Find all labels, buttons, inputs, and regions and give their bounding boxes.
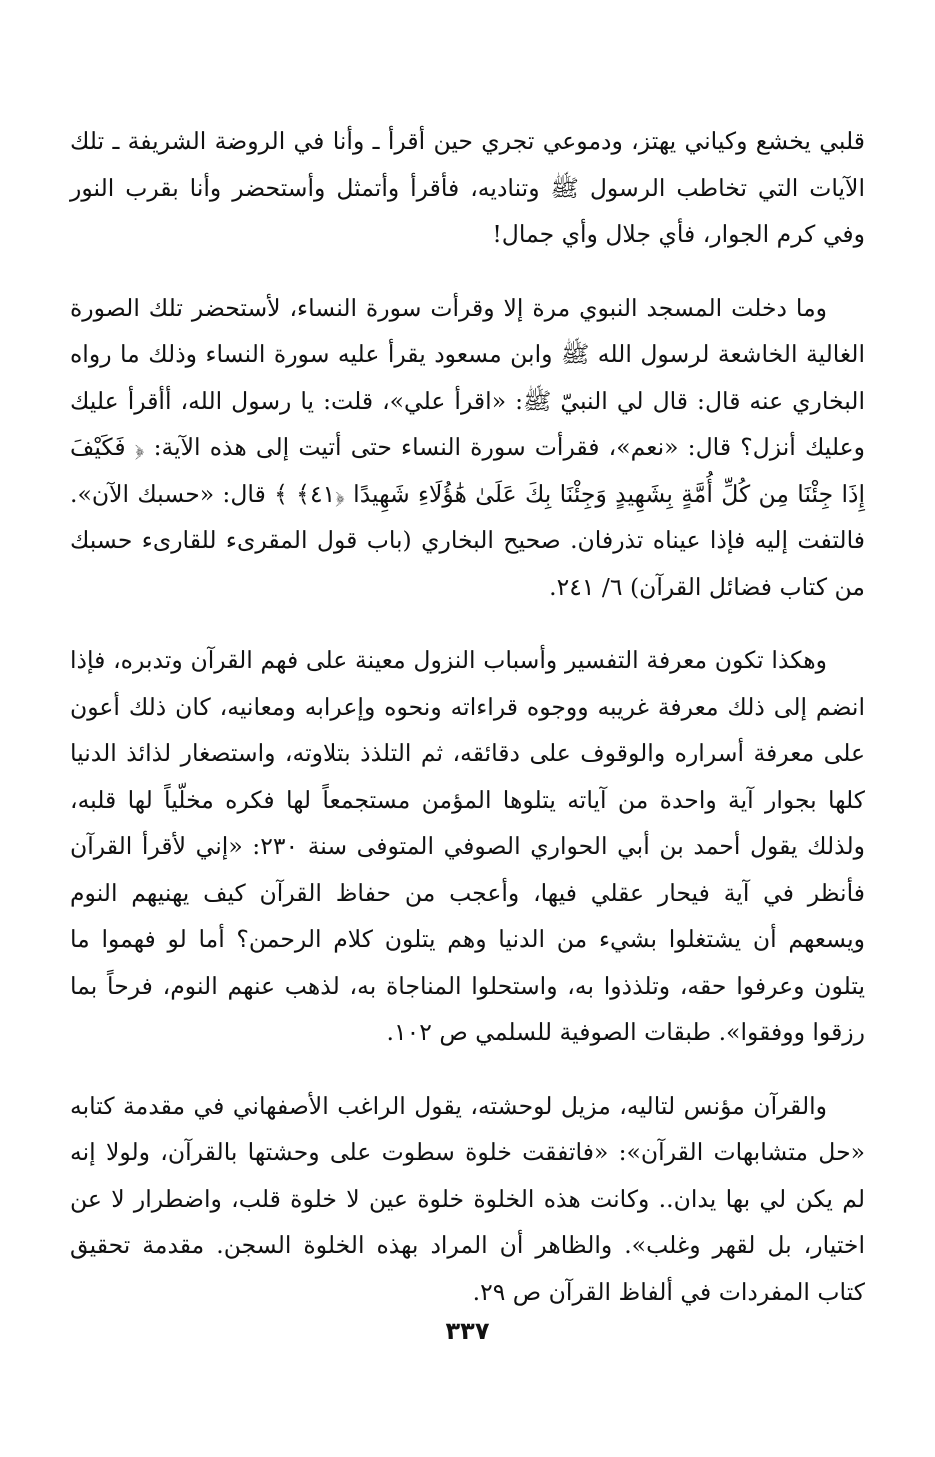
page-body — [70, 118, 865, 1378]
paragraph-3: وهكذا تكون معرفة التفسير وأسباب النزول معينة على فهم القرآن وتدبره، فإذا انضم إلى ذلك معرفة غريبه ووجوه قراءاته ونحوه وإعرابه ومعانيه، كان ذلك أعون على معرفة أسراره والوقوف على دقائقه، ثم التلذذ بتلاوته، واستصغار لذائذ الدنيا كلها بجوار آية واحدة من آياته يتلوها المؤمن مستجمعاً لها فكره مخلّياً لها قلبه، ولذلك يقول أحمد بن أبي الحواري الصوفي المتوفى سنة ٢٣٠: «إني لأقرأ القرآن فأنظر في آية فيحار عقلي فيها، وأعجب من حفاظ القرآن كيف يهنيهم النوم ويسعهم أن يشتغلوا بشيء من الدنيا وهم يتلون كلام الرحمن؟ أما لو فهموا ما يتلون وعرفوا حقه، وتلذذوا به، واستحلوا المناجاة به، لذهب عنهم النوم، فرحاً بما رزقوا ووفقوا». طبقات الصوفية للسلمي ص ١٠٢. — [70, 646, 866, 1046]
paragraph-4: والقرآن مؤنس لتاليه، مزيل لوحشته، يقول الراغب الأصفهاني في مقدمة كتابه «حل متشابهات القرآن»: «فاتفقت خلوة سطوت على وحشتها بالقرآن، ولولا إنه لم يكن لي بها يدان.. وكانت هذه الخلوة خلوة عين لا خلوة قلب، واضطرار لا عن اختيار، بل لقهر وغلب». والظاهر أن المراد بهذه الخلوة السجن. مقدمة تحقيق كتاب المفردات في ألفاظ القرآن ص ٢٩. — [70, 1091, 865, 1306]
paragraph-1: قلبي يخشع وكياني يهتز، ودموعي تجري حين أقرأ ـ وأنا في الروضة الشريفة ـ تلك الآيات التي تخاطب الرسول ﷺ وتناديه، فأقرأ وأتمثل وأستحضر وأنا بقرب النور وفي كرم الجوار، فأي جلال وأي جمال! — [70, 127, 865, 248]
paragraph-2: وما دخلت المسجد النبوي مرة إلا وقرأت سورة النساء، لأستحضر تلك الصورة الغالية الخاشعة لرسول الله ﷺ وابن مسعود يقرأ عليه سورة النساء وذلك ما رواه البخاري عنه قال: قال لي النبيّ ﷺ: «اقرأ علي»، قلت: يا رسول الله، أأقرأ عليك وعليك أنزل؟ قال: «نعم»، فقرأت سورة النساء حتى أتيت إلى هذه الآية: ﴿ فَكَيْفَ إِذَا جِئْنَا مِن كُلِّ أُمَّةٍ بِشَهِيدٍ وَجِئْنَا بِكَ عَلَىٰ هَٰؤُلَاءِ شَهِيدًا ﴿٤١﴾ ﴾ قال: «حسبك الآن». فالتفت إليه فإذا عيناه تذرفان. صحيح البخاري (باب قول المقرىء للقارىء حسبك من كتاب فضائل القرآن) ٦/ ٢٤١. — [70, 293, 865, 601]
page-number: ٣٣٧ — [445, 1317, 490, 1345]
